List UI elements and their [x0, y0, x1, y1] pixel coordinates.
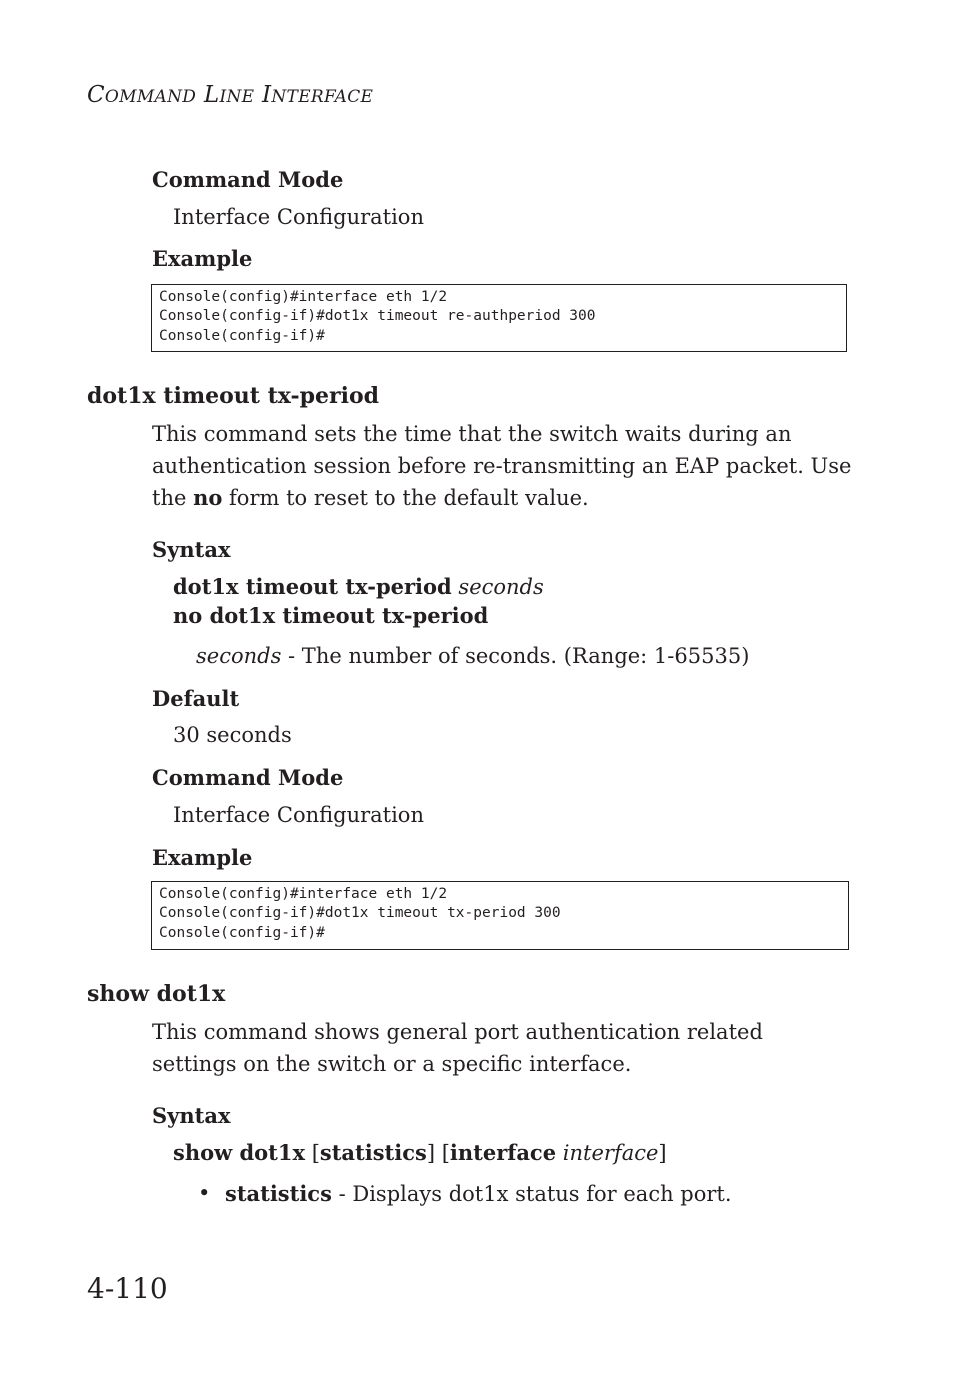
command-mode-value: Interface Configuration — [173, 205, 424, 229]
default-heading: Default — [152, 686, 240, 711]
page-number: 4-110 — [87, 1272, 168, 1305]
command-mode-heading: Command Mode — [152, 765, 344, 790]
command-mode-heading: Command Mode — [152, 167, 344, 192]
syntax-line: show dot1x [statistics] [interface interface] — [173, 1140, 667, 1165]
bullet-item: statistics - Displays dot1x status for each port. — [225, 1181, 732, 1206]
section-description: This command sets the time that the switch waits during an authentication session before re-transmitting an EAP packet. Use the no form to reset to the default value. — [152, 422, 852, 510]
parameter-description: seconds - The number of seconds. (Range: 1-65535) — [196, 644, 750, 668]
section-description: This command shows general port authentication related settings on the switch or a specific interface. — [152, 1020, 763, 1076]
example-heading: Example — [152, 845, 253, 870]
section-title-tx-period: dot1x timeout tx-period — [87, 383, 379, 409]
code-example: Console(config)#interface eth 1/2 Console(config-if)#dot1x timeout re-authperiod 300 Console(config-if)# — [151, 284, 847, 352]
syntax-heading: Syntax — [152, 537, 231, 562]
code-example: Console(config)#interface eth 1/2 Console(config-if)#dot1x timeout tx-period 300 Console(config-if)# — [151, 881, 849, 950]
syntax-heading: Syntax — [152, 1103, 231, 1128]
bullet-marker: • — [198, 1181, 211, 1205]
syntax-line: dot1x timeout tx-period seconds — [173, 574, 544, 599]
default-value: 30 seconds — [173, 723, 292, 747]
running-header: COMMAND LINE INTERFACE — [87, 82, 374, 108]
example-heading: Example — [152, 246, 253, 271]
command-mode-value: Interface Configuration — [173, 803, 424, 827]
syntax-line-no: no dot1x timeout tx-period — [173, 603, 489, 628]
section-title-show-dot1x: show dot1x — [87, 981, 226, 1007]
